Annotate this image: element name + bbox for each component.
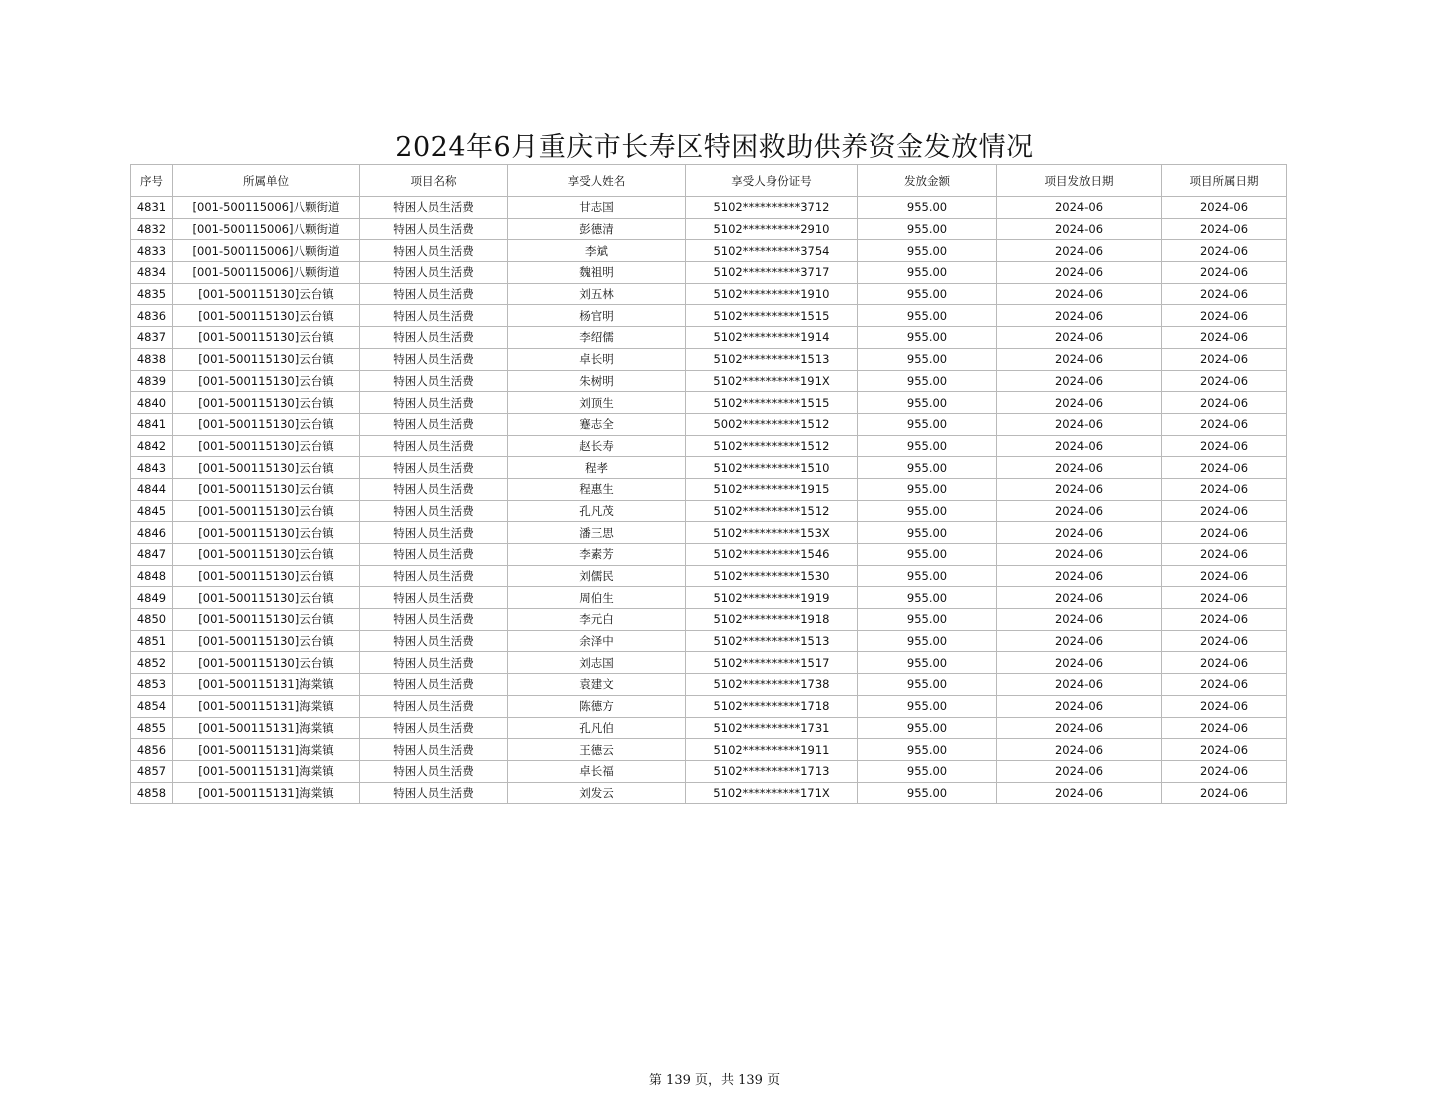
cell-col-issue-date: 2024-06 bbox=[997, 392, 1162, 414]
cell-col-unit: [001-500115130]云台镇 bbox=[173, 587, 360, 609]
cell-col-unit: [001-500115130]云台镇 bbox=[173, 630, 360, 652]
cell-col-period: 2024-06 bbox=[1162, 565, 1287, 587]
cell-col-name: 魏祖明 bbox=[508, 262, 686, 284]
cell-col-unit: [001-500115130]云台镇 bbox=[173, 565, 360, 587]
cell-col-id-number: 5102**********1718 bbox=[686, 695, 858, 717]
cell-col-amount: 955.00 bbox=[858, 717, 997, 739]
header-col-project: 项目名称 bbox=[360, 165, 508, 197]
cell-col-amount: 955.00 bbox=[858, 370, 997, 392]
cell-col-amount: 955.00 bbox=[858, 262, 997, 284]
cell-col-unit: [001-500115131]海棠镇 bbox=[173, 695, 360, 717]
table-row bbox=[131, 262, 1287, 284]
cell-col-issue-date: 2024-06 bbox=[997, 457, 1162, 479]
cell-col-unit: [001-500115130]云台镇 bbox=[173, 392, 360, 414]
cell-col-id-number: 5102**********1731 bbox=[686, 717, 858, 739]
cell-col-id-number: 5102**********1515 bbox=[686, 305, 858, 327]
cell-col-unit: [001-500115130]云台镇 bbox=[173, 435, 360, 457]
cell-col-index: 4842 bbox=[131, 435, 173, 457]
cell-col-project: 特困人员生活费 bbox=[360, 695, 508, 717]
cell-col-issue-date: 2024-06 bbox=[997, 305, 1162, 327]
cell-col-period: 2024-06 bbox=[1162, 327, 1287, 349]
cell-col-project: 特困人员生活费 bbox=[360, 522, 508, 544]
cell-col-amount: 955.00 bbox=[858, 283, 997, 305]
cell-col-index: 4833 bbox=[131, 240, 173, 262]
header-col-period: 项目所属日期 bbox=[1162, 165, 1287, 197]
cell-col-project: 特困人员生活费 bbox=[360, 717, 508, 739]
cell-col-amount: 955.00 bbox=[858, 392, 997, 414]
cell-col-name: 周伯生 bbox=[508, 587, 686, 609]
header-col-index: 序号 bbox=[131, 165, 173, 197]
cell-col-name: 刘发云 bbox=[508, 782, 686, 804]
cell-col-period: 2024-06 bbox=[1162, 500, 1287, 522]
cell-col-index: 4835 bbox=[131, 283, 173, 305]
cell-col-issue-date: 2024-06 bbox=[997, 500, 1162, 522]
cell-col-name: 孔凡伯 bbox=[508, 717, 686, 739]
cell-col-id-number: 5102**********1546 bbox=[686, 544, 858, 566]
cell-col-project: 特困人员生活费 bbox=[360, 413, 508, 435]
cell-col-period: 2024-06 bbox=[1162, 478, 1287, 500]
cell-col-name: 潘三思 bbox=[508, 522, 686, 544]
table-row bbox=[131, 674, 1287, 696]
cell-col-project: 特困人员生活费 bbox=[360, 652, 508, 674]
table-row bbox=[131, 370, 1287, 392]
table-row bbox=[131, 240, 1287, 262]
table-body bbox=[131, 197, 1287, 804]
cell-col-index: 4846 bbox=[131, 522, 173, 544]
cell-col-unit: [001-500115131]海棠镇 bbox=[173, 782, 360, 804]
cell-col-id-number: 5102**********1914 bbox=[686, 327, 858, 349]
cell-col-name: 李素芳 bbox=[508, 544, 686, 566]
cell-col-amount: 955.00 bbox=[858, 348, 997, 370]
cell-col-project: 特困人员生活费 bbox=[360, 587, 508, 609]
cell-col-index: 4831 bbox=[131, 197, 173, 219]
cell-col-name: 袁建文 bbox=[508, 674, 686, 696]
cell-col-index: 4840 bbox=[131, 392, 173, 414]
cell-col-period: 2024-06 bbox=[1162, 544, 1287, 566]
cell-col-amount: 955.00 bbox=[858, 500, 997, 522]
cell-col-amount: 955.00 bbox=[858, 587, 997, 609]
cell-col-amount: 955.00 bbox=[858, 522, 997, 544]
payment-table bbox=[130, 164, 1287, 804]
cell-col-id-number: 5102**********1713 bbox=[686, 760, 858, 782]
cell-col-id-number: 5102**********1919 bbox=[686, 587, 858, 609]
cell-col-index: 4838 bbox=[131, 348, 173, 370]
cell-col-issue-date: 2024-06 bbox=[997, 717, 1162, 739]
cell-col-period: 2024-06 bbox=[1162, 717, 1287, 739]
cell-col-issue-date: 2024-06 bbox=[997, 262, 1162, 284]
cell-col-issue-date: 2024-06 bbox=[997, 565, 1162, 587]
cell-col-index: 4847 bbox=[131, 544, 173, 566]
cell-col-unit: [001-500115006]八颗街道 bbox=[173, 197, 360, 219]
cell-col-period: 2024-06 bbox=[1162, 348, 1287, 370]
cell-col-amount: 955.00 bbox=[858, 739, 997, 761]
cell-col-period: 2024-06 bbox=[1162, 218, 1287, 240]
cell-col-unit: [001-500115130]云台镇 bbox=[173, 652, 360, 674]
table-row bbox=[131, 717, 1287, 739]
cell-col-period: 2024-06 bbox=[1162, 283, 1287, 305]
cell-col-issue-date: 2024-06 bbox=[997, 413, 1162, 435]
cell-col-project: 特困人员生活费 bbox=[360, 457, 508, 479]
table-row bbox=[131, 478, 1287, 500]
cell-col-id-number: 5102**********1512 bbox=[686, 435, 858, 457]
cell-col-unit: [001-500115130]云台镇 bbox=[173, 522, 360, 544]
table-row bbox=[131, 522, 1287, 544]
cell-col-amount: 955.00 bbox=[858, 413, 997, 435]
cell-col-project: 特困人员生活费 bbox=[360, 262, 508, 284]
cell-col-period: 2024-06 bbox=[1162, 630, 1287, 652]
cell-col-project: 特困人员生活费 bbox=[360, 370, 508, 392]
cell-col-id-number: 5102**********1513 bbox=[686, 348, 858, 370]
cell-col-issue-date: 2024-06 bbox=[997, 197, 1162, 219]
cell-col-project: 特困人员生活费 bbox=[360, 392, 508, 414]
cell-col-period: 2024-06 bbox=[1162, 457, 1287, 479]
cell-col-index: 4853 bbox=[131, 674, 173, 696]
cell-col-project: 特困人员生活费 bbox=[360, 240, 508, 262]
cell-col-issue-date: 2024-06 bbox=[997, 739, 1162, 761]
cell-col-index: 4844 bbox=[131, 478, 173, 500]
cell-col-id-number: 5102**********3717 bbox=[686, 262, 858, 284]
cell-col-project: 特困人员生活费 bbox=[360, 218, 508, 240]
cell-col-index: 4836 bbox=[131, 305, 173, 327]
cell-col-issue-date: 2024-06 bbox=[997, 609, 1162, 631]
cell-col-amount: 955.00 bbox=[858, 760, 997, 782]
cell-col-unit: [001-500115130]云台镇 bbox=[173, 457, 360, 479]
cell-col-unit: [001-500115130]云台镇 bbox=[173, 500, 360, 522]
cell-col-name: 程惠生 bbox=[508, 478, 686, 500]
cell-col-name: 刘五林 bbox=[508, 283, 686, 305]
cell-col-index: 4839 bbox=[131, 370, 173, 392]
cell-col-period: 2024-06 bbox=[1162, 413, 1287, 435]
cell-col-project: 特困人员生活费 bbox=[360, 500, 508, 522]
cell-col-project: 特困人员生活费 bbox=[360, 630, 508, 652]
cell-col-id-number: 5102**********3754 bbox=[686, 240, 858, 262]
table-row bbox=[131, 652, 1287, 674]
cell-col-amount: 955.00 bbox=[858, 565, 997, 587]
cell-col-name: 朱树明 bbox=[508, 370, 686, 392]
cell-col-name: 李绍儒 bbox=[508, 327, 686, 349]
cell-col-period: 2024-06 bbox=[1162, 782, 1287, 804]
cell-col-amount: 955.00 bbox=[858, 327, 997, 349]
cell-col-index: 4856 bbox=[131, 739, 173, 761]
table-row bbox=[131, 218, 1287, 240]
cell-col-period: 2024-06 bbox=[1162, 695, 1287, 717]
cell-col-amount: 955.00 bbox=[858, 630, 997, 652]
cell-col-name: 刘顶生 bbox=[508, 392, 686, 414]
cell-col-index: 4855 bbox=[131, 717, 173, 739]
page-footer: 第 139 页，共 139 页 bbox=[648, 1073, 781, 1088]
cell-col-period: 2024-06 bbox=[1162, 197, 1287, 219]
cell-col-name: 蹇志全 bbox=[508, 413, 686, 435]
cell-col-index: 4850 bbox=[131, 609, 173, 631]
cell-col-issue-date: 2024-06 bbox=[997, 587, 1162, 609]
cell-col-unit: [001-500115130]云台镇 bbox=[173, 413, 360, 435]
cell-col-project: 特困人员生活费 bbox=[360, 305, 508, 327]
header-col-issue-date: 项目发放日期 bbox=[997, 165, 1162, 197]
page-title: 2024年6月重庆市长寿区特困救助供养资金发放情况 bbox=[395, 132, 1034, 163]
cell-col-id-number: 5102**********1910 bbox=[686, 283, 858, 305]
cell-col-amount: 955.00 bbox=[858, 478, 997, 500]
table-row bbox=[131, 695, 1287, 717]
cell-col-id-number: 5102**********1738 bbox=[686, 674, 858, 696]
cell-col-amount: 955.00 bbox=[858, 197, 997, 219]
cell-col-project: 特困人员生活费 bbox=[360, 435, 508, 457]
table-row bbox=[131, 587, 1287, 609]
cell-col-id-number: 5102**********153X bbox=[686, 522, 858, 544]
table-row bbox=[131, 392, 1287, 414]
table-row bbox=[131, 457, 1287, 479]
cell-col-project: 特困人员生活费 bbox=[360, 760, 508, 782]
cell-col-name: 程孝 bbox=[508, 457, 686, 479]
cell-col-id-number: 5102**********1510 bbox=[686, 457, 858, 479]
cell-col-period: 2024-06 bbox=[1162, 522, 1287, 544]
header-col-amount: 发放金额 bbox=[858, 165, 997, 197]
cell-col-amount: 955.00 bbox=[858, 544, 997, 566]
cell-col-name: 甘志国 bbox=[508, 197, 686, 219]
cell-col-amount: 955.00 bbox=[858, 782, 997, 804]
cell-col-project: 特困人员生活费 bbox=[360, 674, 508, 696]
cell-col-issue-date: 2024-06 bbox=[997, 348, 1162, 370]
header-col-name: 享受人姓名 bbox=[508, 165, 686, 197]
cell-col-issue-date: 2024-06 bbox=[997, 652, 1162, 674]
cell-col-period: 2024-06 bbox=[1162, 240, 1287, 262]
cell-col-id-number: 5102**********1515 bbox=[686, 392, 858, 414]
cell-col-unit: [001-500115131]海棠镇 bbox=[173, 760, 360, 782]
cell-col-index: 4849 bbox=[131, 587, 173, 609]
cell-col-unit: [001-500115131]海棠镇 bbox=[173, 717, 360, 739]
cell-col-unit: [001-500115130]云台镇 bbox=[173, 283, 360, 305]
cell-col-period: 2024-06 bbox=[1162, 674, 1287, 696]
cell-col-project: 特困人员生活费 bbox=[360, 348, 508, 370]
table-row bbox=[131, 782, 1287, 804]
table-header-row bbox=[131, 165, 1287, 197]
table-row bbox=[131, 283, 1287, 305]
cell-col-period: 2024-06 bbox=[1162, 587, 1287, 609]
cell-col-issue-date: 2024-06 bbox=[997, 695, 1162, 717]
cell-col-issue-date: 2024-06 bbox=[997, 630, 1162, 652]
cell-col-project: 特困人员生活费 bbox=[360, 739, 508, 761]
cell-col-issue-date: 2024-06 bbox=[997, 435, 1162, 457]
cell-col-project: 特困人员生活费 bbox=[360, 609, 508, 631]
cell-col-amount: 955.00 bbox=[858, 218, 997, 240]
cell-col-amount: 955.00 bbox=[858, 695, 997, 717]
cell-col-unit: [001-500115131]海棠镇 bbox=[173, 739, 360, 761]
cell-col-issue-date: 2024-06 bbox=[997, 240, 1162, 262]
cell-col-name: 刘儒民 bbox=[508, 565, 686, 587]
cell-col-index: 4832 bbox=[131, 218, 173, 240]
cell-col-amount: 955.00 bbox=[858, 652, 997, 674]
table-row bbox=[131, 327, 1287, 349]
cell-col-unit: [001-500115006]八颗街道 bbox=[173, 262, 360, 284]
cell-col-period: 2024-06 bbox=[1162, 262, 1287, 284]
cell-col-id-number: 5102**********2910 bbox=[686, 218, 858, 240]
cell-col-unit: [001-500115130]云台镇 bbox=[173, 327, 360, 349]
cell-col-issue-date: 2024-06 bbox=[997, 478, 1162, 500]
cell-col-period: 2024-06 bbox=[1162, 739, 1287, 761]
table-row bbox=[131, 348, 1287, 370]
cell-col-id-number: 5102**********171X bbox=[686, 782, 858, 804]
cell-col-issue-date: 2024-06 bbox=[997, 760, 1162, 782]
header-col-id-number: 享受人身份证号 bbox=[686, 165, 858, 197]
cell-col-id-number: 5102**********3712 bbox=[686, 197, 858, 219]
cell-col-name: 卓长明 bbox=[508, 348, 686, 370]
cell-col-id-number: 5102**********1513 bbox=[686, 630, 858, 652]
cell-col-unit: [001-500115130]云台镇 bbox=[173, 478, 360, 500]
cell-col-period: 2024-06 bbox=[1162, 760, 1287, 782]
cell-col-project: 特困人员生活费 bbox=[360, 544, 508, 566]
cell-col-unit: [001-500115130]云台镇 bbox=[173, 544, 360, 566]
cell-col-unit: [001-500115130]云台镇 bbox=[173, 609, 360, 631]
cell-col-issue-date: 2024-06 bbox=[997, 522, 1162, 544]
cell-col-amount: 955.00 bbox=[858, 240, 997, 262]
cell-col-issue-date: 2024-06 bbox=[997, 327, 1162, 349]
cell-col-name: 刘志国 bbox=[508, 652, 686, 674]
cell-col-project: 特困人员生活费 bbox=[360, 327, 508, 349]
cell-col-period: 2024-06 bbox=[1162, 609, 1287, 631]
table-row bbox=[131, 609, 1287, 631]
cell-col-amount: 955.00 bbox=[858, 609, 997, 631]
cell-col-index: 4845 bbox=[131, 500, 173, 522]
cell-col-issue-date: 2024-06 bbox=[997, 544, 1162, 566]
cell-col-unit: [001-500115131]海棠镇 bbox=[173, 674, 360, 696]
cell-col-name: 卓长福 bbox=[508, 760, 686, 782]
cell-col-id-number: 5102**********1918 bbox=[686, 609, 858, 631]
cell-col-unit: [001-500115130]云台镇 bbox=[173, 348, 360, 370]
cell-col-issue-date: 2024-06 bbox=[997, 782, 1162, 804]
cell-col-project: 特困人员生活费 bbox=[360, 782, 508, 804]
cell-col-amount: 955.00 bbox=[858, 435, 997, 457]
cell-col-name: 李斌 bbox=[508, 240, 686, 262]
cell-col-period: 2024-06 bbox=[1162, 370, 1287, 392]
cell-col-project: 特困人员生活费 bbox=[360, 565, 508, 587]
cell-col-project: 特困人员生活费 bbox=[360, 478, 508, 500]
table-row bbox=[131, 739, 1287, 761]
table-row bbox=[131, 197, 1287, 219]
cell-col-project: 特困人员生活费 bbox=[360, 283, 508, 305]
cell-col-period: 2024-06 bbox=[1162, 305, 1287, 327]
cell-col-id-number: 5102**********1530 bbox=[686, 565, 858, 587]
cell-col-index: 4858 bbox=[131, 782, 173, 804]
cell-col-index: 4834 bbox=[131, 262, 173, 284]
cell-col-index: 4852 bbox=[131, 652, 173, 674]
table-row bbox=[131, 500, 1287, 522]
cell-col-index: 4848 bbox=[131, 565, 173, 587]
cell-col-name: 李元白 bbox=[508, 609, 686, 631]
cell-col-name: 孔凡茂 bbox=[508, 500, 686, 522]
cell-col-issue-date: 2024-06 bbox=[997, 674, 1162, 696]
cell-col-id-number: 5102**********1911 bbox=[686, 739, 858, 761]
cell-col-index: 4851 bbox=[131, 630, 173, 652]
cell-col-period: 2024-06 bbox=[1162, 392, 1287, 414]
cell-col-issue-date: 2024-06 bbox=[997, 370, 1162, 392]
table-row bbox=[131, 413, 1287, 435]
cell-col-unit: [001-500115130]云台镇 bbox=[173, 370, 360, 392]
table-row bbox=[131, 544, 1287, 566]
cell-col-name: 杨官明 bbox=[508, 305, 686, 327]
cell-col-period: 2024-06 bbox=[1162, 435, 1287, 457]
header-col-unit: 所属单位 bbox=[173, 165, 360, 197]
cell-col-amount: 955.00 bbox=[858, 674, 997, 696]
cell-col-amount: 955.00 bbox=[858, 305, 997, 327]
table-row bbox=[131, 305, 1287, 327]
cell-col-unit: [001-500115006]八颗街道 bbox=[173, 240, 360, 262]
cell-col-issue-date: 2024-06 bbox=[997, 218, 1162, 240]
cell-col-id-number: 5102**********1915 bbox=[686, 478, 858, 500]
cell-col-name: 赵长寿 bbox=[508, 435, 686, 457]
cell-col-issue-date: 2024-06 bbox=[997, 283, 1162, 305]
table-row bbox=[131, 630, 1287, 652]
cell-col-unit: [001-500115130]云台镇 bbox=[173, 305, 360, 327]
cell-col-id-number: 5102**********191X bbox=[686, 370, 858, 392]
table-row bbox=[131, 435, 1287, 457]
cell-col-id-number: 5102**********1512 bbox=[686, 500, 858, 522]
cell-col-index: 4857 bbox=[131, 760, 173, 782]
cell-col-index: 4854 bbox=[131, 695, 173, 717]
cell-col-index: 4837 bbox=[131, 327, 173, 349]
cell-col-period: 2024-06 bbox=[1162, 652, 1287, 674]
cell-col-index: 4841 bbox=[131, 413, 173, 435]
cell-col-name: 王德云 bbox=[508, 739, 686, 761]
cell-col-index: 4843 bbox=[131, 457, 173, 479]
cell-col-amount: 955.00 bbox=[858, 457, 997, 479]
cell-col-name: 陈德方 bbox=[508, 695, 686, 717]
cell-col-id-number: 5002**********1512 bbox=[686, 413, 858, 435]
cell-col-name: 余泽中 bbox=[508, 630, 686, 652]
table-row bbox=[131, 565, 1287, 587]
cell-col-name: 彭德清 bbox=[508, 218, 686, 240]
table-row bbox=[131, 760, 1287, 782]
cell-col-project: 特困人员生活费 bbox=[360, 197, 508, 219]
cell-col-unit: [001-500115006]八颗街道 bbox=[173, 218, 360, 240]
cell-col-id-number: 5102**********1517 bbox=[686, 652, 858, 674]
